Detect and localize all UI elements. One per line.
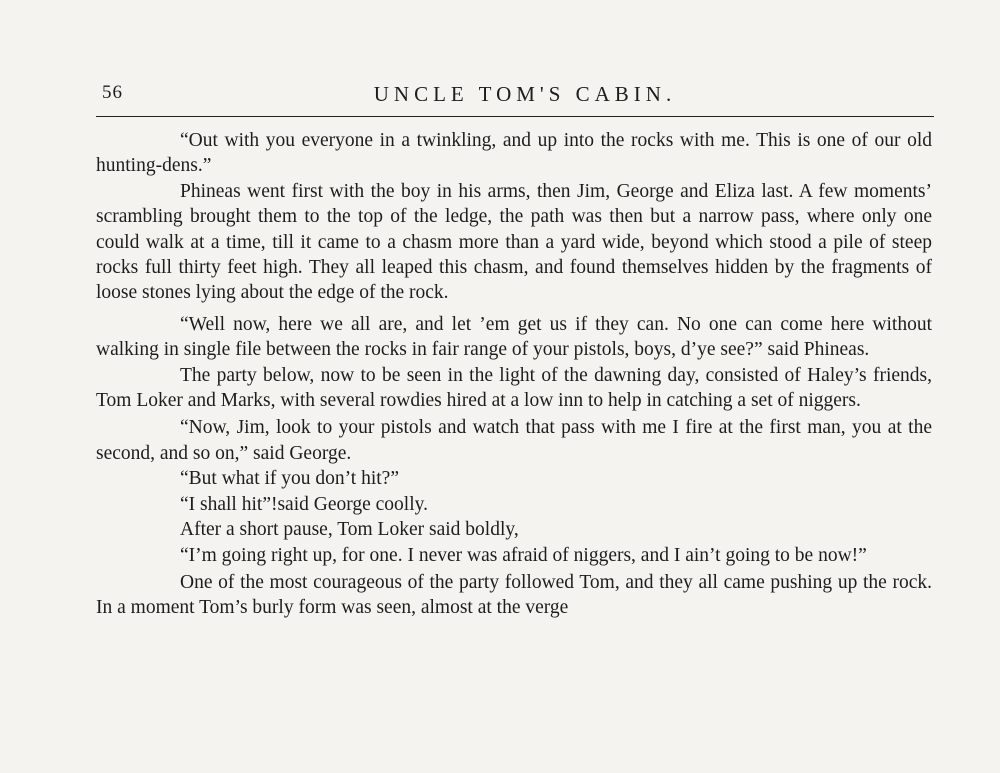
paragraph: “I’m going right up, for one. I never was afraid of niggers, and I ain’t going to be now!”	[180, 544, 867, 566]
paragraph: The party below, now to be seen in the light of the dawning day, consisted of Haley’s friends, Tom Loker and Marks, with several rowdies hired at a low inn to help in catching a set of niggers.	[96, 364, 932, 412]
paragraph: Phineas went first with the boy in his arms, then Jim, George and Eliza last. A few moments’ scrambling brought them to the top of the ledge, the path was then but a narrow pass, where only one could walk at a time, till it came to a chasm more than a yard wide, beyond which stood a pile of steep rocks full thirty feet high. They all leaped this chasm, and found themselves hidden by the fragments of loose stones lying about the edge of the rock.	[96, 180, 932, 304]
running-title: UNCLE TOM'S CABIN.	[373, 82, 677, 106]
paragraph: One of the most courageous of the party followed Tom, and they all came pushing up the rock. In a moment Tom’s burly form was seen, almost at the verge	[96, 571, 932, 619]
paragraph: “But what if you don’t hit?”	[180, 468, 399, 490]
paragraph: After a short pause, Tom Loker said boldly,	[180, 519, 519, 541]
page-number: 56	[102, 82, 123, 103]
body-text	[96, 128, 932, 621]
paragraph: “Out with you everyone in a twinkling, and up into the rocks with me. This is one of our old hunting-dens.”	[96, 130, 932, 177]
header-rule	[96, 116, 934, 117]
paragraph: “I shall hit”!said George coolly.	[180, 493, 429, 515]
paragraph: “Now, Jim, look to your pistols and watch that pass with me I fire at the first man, you at the second, and so on,” said George.	[96, 417, 932, 464]
page-header	[96, 82, 934, 112]
paragraph: “Well now, here we all are, and let ’em get us if they can. No one can come here without walking in single file between the rocks in fair range of your pistols, boys, d’ye see?” said Phineas.	[96, 313, 932, 361]
